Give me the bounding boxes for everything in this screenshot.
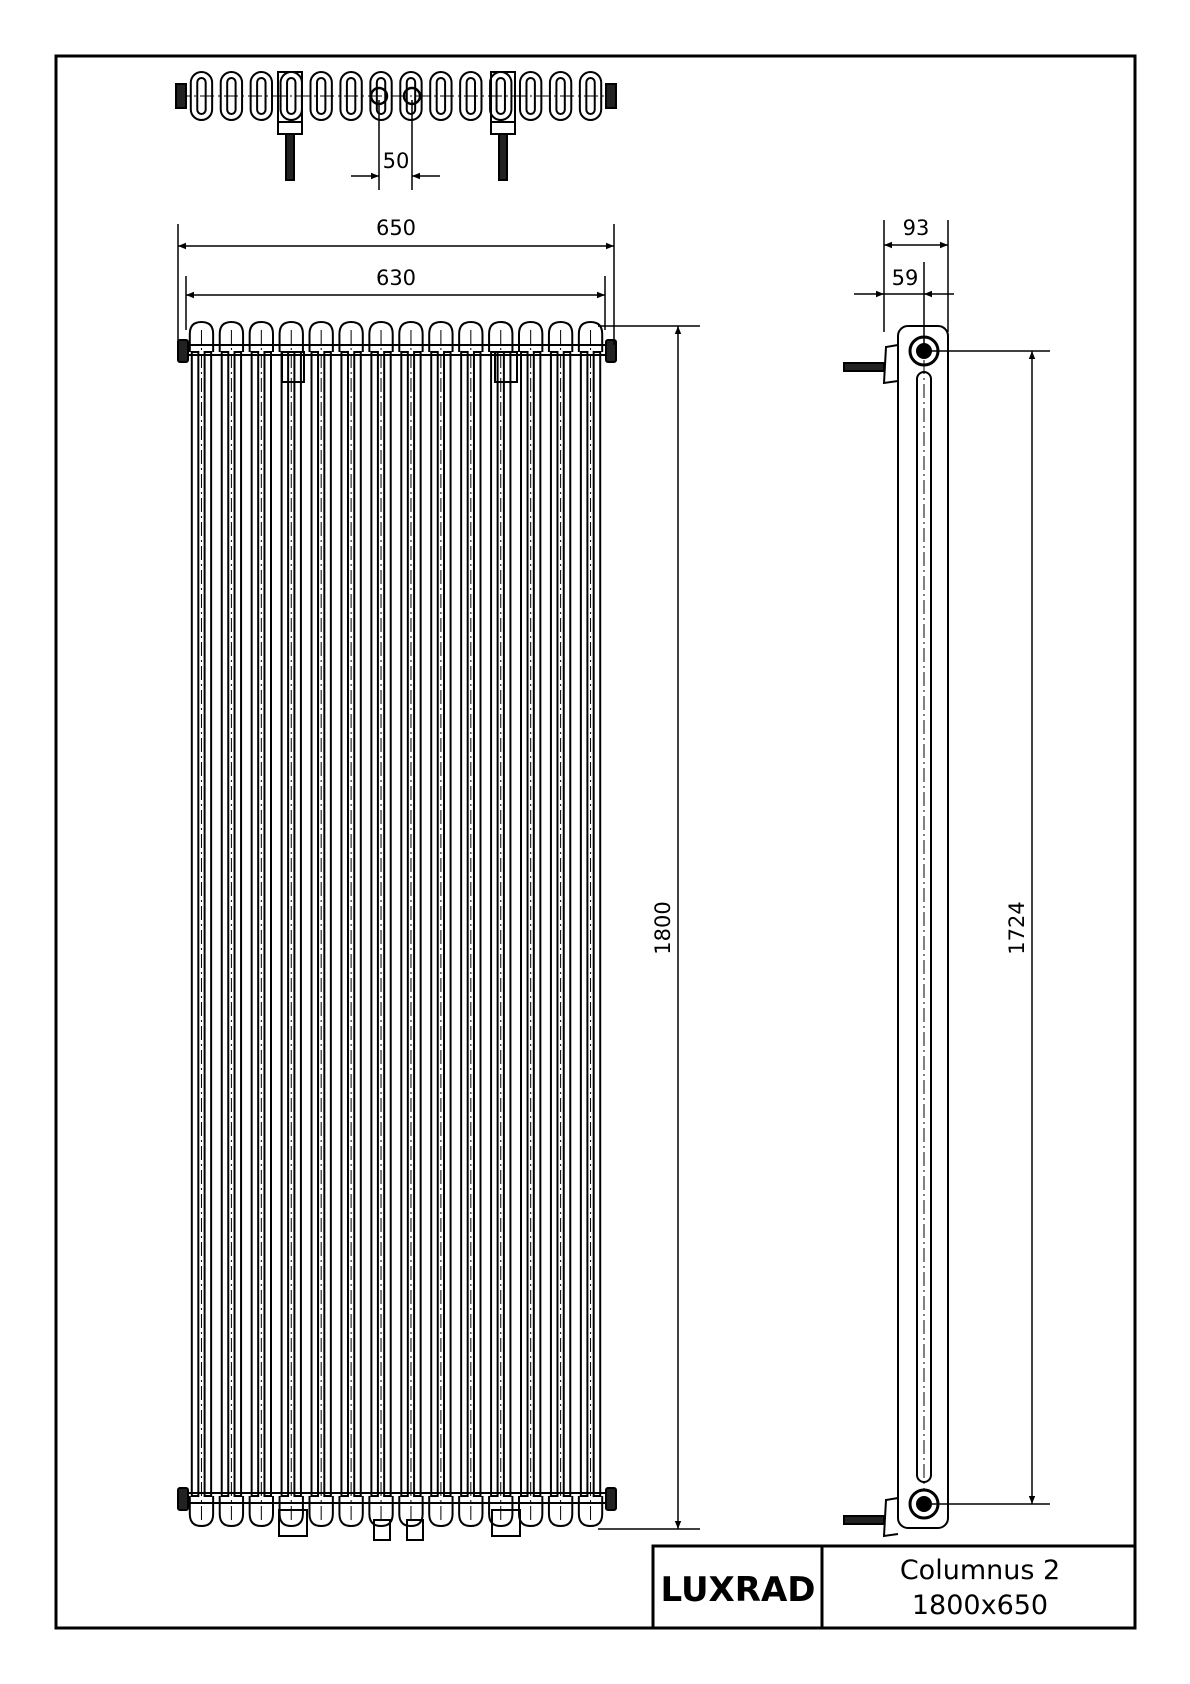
drawing-frame [56,56,1135,1628]
column-tube [521,352,528,1496]
top-end-plug [606,84,616,108]
top-end-plug [176,84,186,108]
radiator-column [190,322,213,1526]
radiator-column [489,322,512,1526]
connection-spigot [374,1520,390,1540]
side-body [898,326,948,1528]
column-tube [294,352,301,1496]
column-tube [474,352,481,1496]
end-plug [178,340,188,362]
column-tube [564,352,571,1496]
column-tube [444,352,451,1496]
dimension-inner-width-label: 630 [375,266,417,290]
radiator-column [280,322,303,1526]
column-tube [354,352,361,1496]
end-plug [178,1488,188,1510]
top-bracket-screw [286,134,294,180]
radiator-column [250,322,273,1526]
column-tube [581,352,588,1496]
column-tube [551,352,558,1496]
dimension-side-depth-inner-label: 59 [891,266,919,290]
dimension-pipe-spacing-label: 50 [382,149,410,173]
radiator-column [399,322,422,1526]
end-plug [606,1488,616,1510]
radiator-column [459,322,482,1526]
dimension-overall-width-label: 650 [375,216,417,240]
column-tube [264,352,271,1496]
column-tube [312,352,319,1496]
column-tube [252,352,259,1496]
model-name: Columnus 2 [899,1555,1061,1586]
side-bracket-screw [844,1516,884,1524]
column-tube [431,352,438,1496]
dimension-connection-centres-label: 1724 [1005,901,1029,955]
top-bracket-screw [499,134,507,180]
column-tube [594,352,601,1496]
top-header [184,345,610,355]
side-bracket [884,1498,898,1536]
side-bracket-screw [844,363,884,371]
bottom-header [184,1493,610,1503]
column-tube [491,352,498,1496]
column-tube [414,352,421,1496]
column-tube [222,352,229,1496]
front-view [178,322,616,1540]
column-tube [401,352,408,1496]
column-tube [461,352,468,1496]
column-tube [534,352,541,1496]
side-view [844,326,948,1536]
radiator-column [369,322,392,1526]
radiator-column [429,322,452,1526]
column-tube [192,352,199,1496]
column-tube [282,352,289,1496]
radiator-column [549,322,572,1526]
column-tube [371,352,378,1496]
column-tube [341,352,348,1496]
dimension-overall-height [598,326,700,1529]
radiator-column [310,322,333,1526]
side-connection-inner [917,1497,931,1511]
wall-bracket [492,1510,520,1536]
dimension-pipe-spacing [351,100,440,190]
model-size: 1800x650 [911,1590,1049,1621]
radiator-column [579,322,602,1526]
dimension-overall-height-label: 1800 [651,901,675,955]
radiator-column [519,322,542,1526]
column-tube [324,352,331,1496]
radiator-column [339,322,362,1526]
column-tube [384,352,391,1496]
column-tube [504,352,511,1496]
brand-name: LUXRAD [660,1570,816,1610]
column-tube [205,352,212,1496]
side-bracket [884,345,898,383]
dimension-side-depth-total-label: 93 [902,216,930,240]
radiator-column [220,322,243,1526]
column-tube [235,352,242,1496]
